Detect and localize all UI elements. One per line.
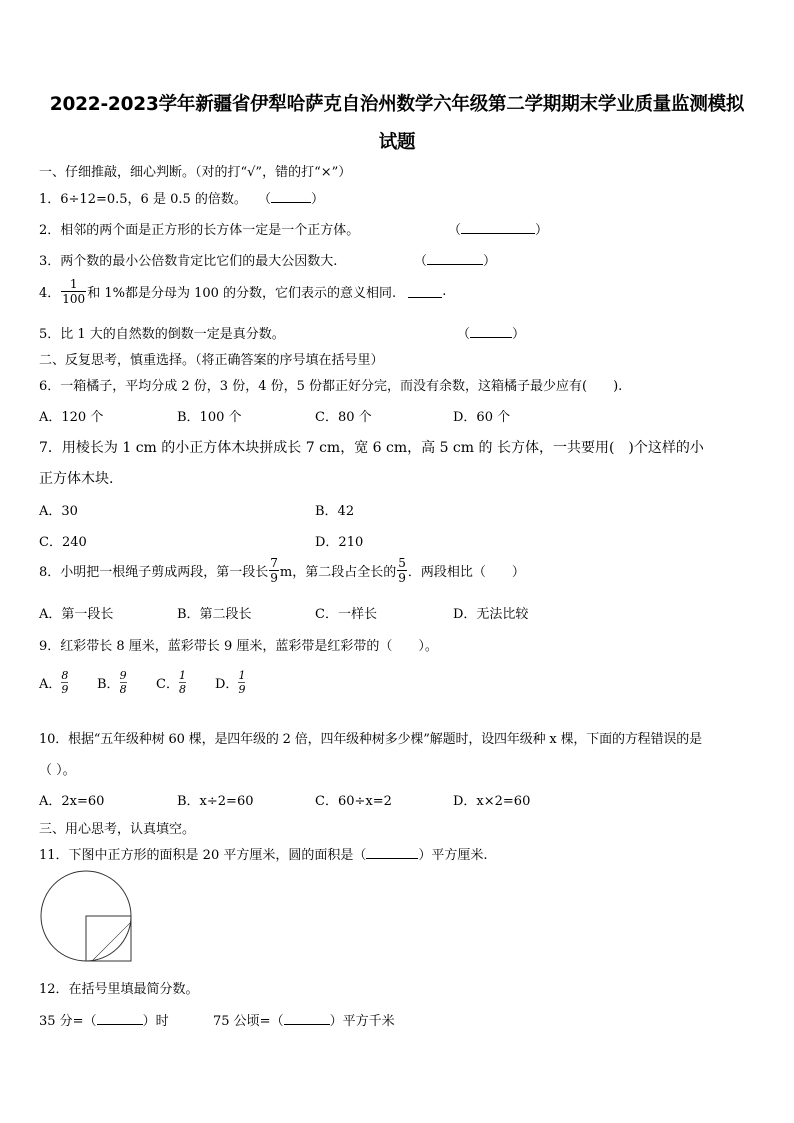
option-c[interactable]: C． $\frac{1}{8}$ — [156, 669, 186, 696]
answer-blank[interactable] — [461, 221, 535, 234]
fraction: $\frac{9}{8}$ — [119, 669, 127, 696]
question-4: 4． $\frac{1}{100}$ 和 1%都是分母为 100 的分数，它们表示的意义相同. . — [39, 277, 447, 306]
question-2 — [39, 219, 359, 238]
fraction: $\frac{1}{8}$ — [178, 669, 186, 696]
fraction: $\frac{7}{9}$ — [270, 556, 278, 585]
question-5-text: 5．比 1 大的自然数的倒数一定是真分数。 — [39, 327, 285, 342]
option-c[interactable]: C．80 个 — [315, 410, 372, 425]
option-b[interactable]: B． $\frac{9}{8}$ — [97, 669, 127, 696]
answer-blank[interactable] — [271, 190, 311, 203]
question-8: 8．小明把一根绳子剪成两段，第一段长 $\frac{7}{9}$ m，第二段占全长的 $\frac{5}{9}$ ．两段相比（ ） — [39, 556, 525, 585]
option-a[interactable]: A．30 — [39, 504, 78, 519]
answer-blank[interactable] — [97, 1012, 143, 1025]
option-b[interactable]: B．x÷2=60 — [177, 794, 254, 809]
question-11: 11．下图中正方形的面积是 20 平方厘米，圆的面积是（ ）平方厘米. — [39, 848, 488, 863]
option-d[interactable]: D．x×2=60 — [453, 794, 531, 809]
option-c[interactable]: C．一样长 — [315, 607, 377, 622]
option-a[interactable]: A． $\frac{8}{9}$ — [39, 669, 69, 696]
question-3-text: 3．两个数的最小公倍数肯定比它们的最大公因数大. — [39, 254, 338, 269]
option-b[interactable]: B．100 个 — [177, 410, 242, 425]
question-12-b: 75 公顷=（ ）平方千米 — [213, 1014, 395, 1029]
fraction: $\frac{1}{100}$ — [62, 277, 86, 306]
section-3-heading: 三、用心思考，认真填空。 — [39, 822, 196, 837]
option-d[interactable]: D．210 — [315, 535, 364, 550]
question-4-text: 和 1%都是分母为 100 的分数，它们表示的意义相同. — [87, 286, 397, 301]
question-3 — [39, 250, 337, 269]
section-2-heading: 二、反复思考，慎重选择。（将正确答案的序号填在括号里） — [39, 353, 384, 368]
option-d[interactable]: D． $\frac{1}{9}$ — [215, 669, 246, 696]
question-12: 12．在括号里填最简分数。 — [39, 982, 199, 997]
option-d[interactable]: D．无法比较 — [453, 607, 529, 622]
question-1 — [39, 188, 247, 207]
option-c[interactable]: C．60÷x=2 — [315, 794, 392, 809]
answer-blank[interactable] — [408, 285, 442, 298]
title-line-2: 试题 — [378, 132, 416, 153]
question-10-line-1: 10．根据“五年级种树 60 棵，是四年级的 2 倍，四年级种树多少棵”解题时，设四年级种 x 棵，下面的方程错误的是 — [39, 732, 702, 747]
option-c[interactable]: C．240 — [39, 535, 87, 550]
question-2-answer[interactable]: （ ） — [448, 223, 549, 238]
fraction: $\frac{8}{9}$ — [61, 669, 69, 696]
question-2-text: 2．相邻的两个面是正方形的长方体一定是一个正方体。 — [39, 223, 360, 238]
fraction: $\frac{5}{9}$ — [398, 556, 406, 585]
option-b[interactable]: B．第二段长 — [177, 607, 252, 622]
section-1-heading: 一、仔细推敲，细心判断。（对的打“√”，错的打“×”） — [39, 165, 352, 180]
answer-blank[interactable] — [366, 846, 418, 859]
option-d[interactable]: D．60 个 — [453, 410, 511, 425]
option-a[interactable]: A．120 个 — [39, 410, 104, 425]
fraction: $\frac{1}{9}$ — [238, 669, 246, 696]
question-3-answer[interactable]: （ ） — [414, 254, 497, 269]
question-7-line-2: 正方体木块. — [39, 471, 114, 487]
question-10-line-2: （ ）。 — [39, 763, 76, 778]
question-9: 9．红彩带长 8 厘米，蓝彩带长 9 厘米，蓝彩带是红彩带的（ ）。 — [39, 639, 438, 654]
question-1-answer[interactable]: （ ） — [258, 192, 325, 207]
question-6: 6．一箱橘子，平均分成 2 份，3 份，4 份，5 份都正好分完，而没有余数，这箱橘子最少应有( ). — [39, 379, 623, 394]
circle-square-figure — [38, 870, 138, 962]
question-5-answer[interactable]: （ ） — [457, 327, 526, 342]
question-7-line-1: 7．用棱长为 1 cm 的小正方体木块拼成长 7 cm，宽 6 cm，高 5 cm 的 长方体，一共要用( )个这样的小 — [39, 440, 704, 456]
square-diagonal — [92, 922, 131, 961]
answer-blank[interactable] — [427, 252, 483, 265]
option-a[interactable]: A．2x=60 — [39, 794, 105, 809]
option-b[interactable]: B．42 — [315, 504, 355, 519]
answer-blank[interactable] — [470, 325, 512, 338]
square — [86, 916, 131, 961]
title-line-1: 2022-2023学年新疆省伊犁哈萨克自治州数学六年级第二学期期末学业质量监测模拟 — [49, 94, 745, 115]
question-1-text: 1．6÷12=0.5，6 是 0.5 的倍数。 — [39, 192, 247, 207]
answer-blank[interactable] — [284, 1012, 330, 1025]
question-12-a: 35 分=（ ）时 — [39, 1014, 169, 1029]
option-a[interactable]: A．第一段长 — [39, 607, 114, 622]
question-5 — [39, 323, 285, 342]
